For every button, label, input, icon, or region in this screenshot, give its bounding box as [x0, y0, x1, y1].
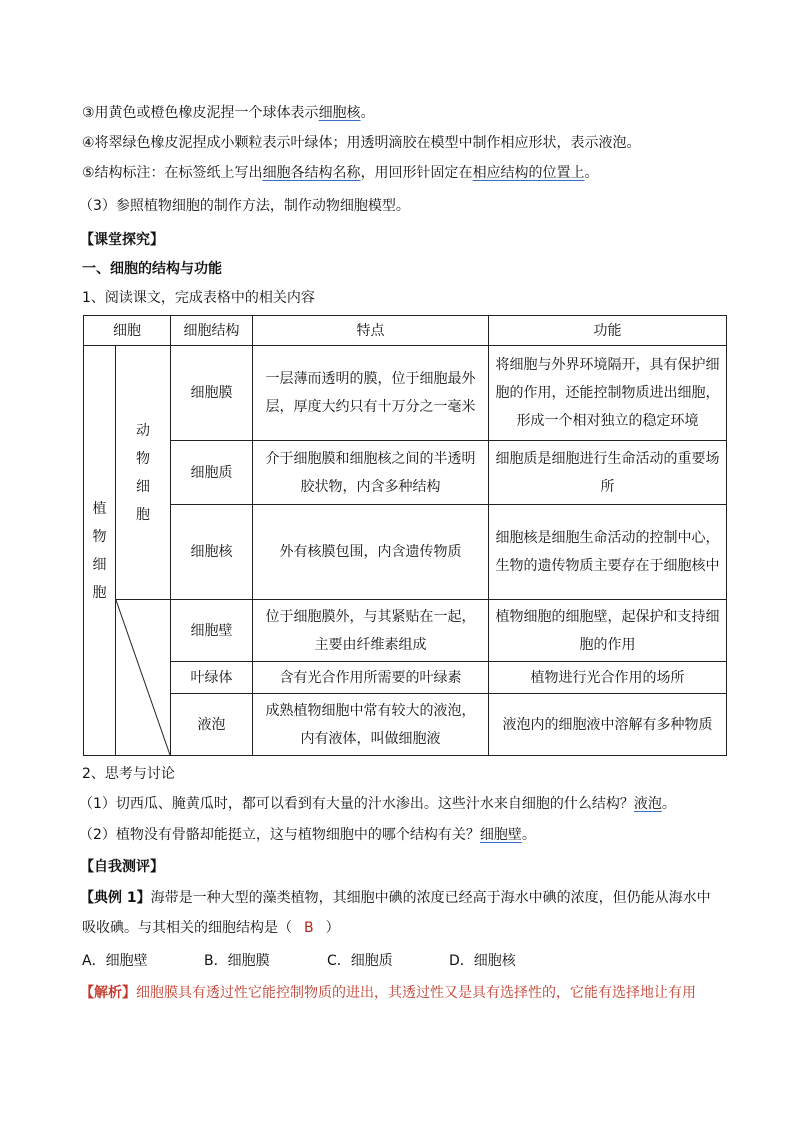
header-cell: 细胞	[84, 316, 171, 346]
option-a: A．细胞壁	[82, 953, 148, 969]
step-5: ⑤结构标注：在标签纸上写出细胞各结构名称，用回形针固定在相应结构的位置上。	[82, 165, 599, 181]
analysis-line	[80, 983, 696, 1003]
header-feature: 特点	[253, 316, 489, 346]
feature-cell: 成熟植物细胞中常有较大的液泡，内有液体，叫做细胞液	[253, 694, 489, 756]
discussion-q1: （1）切西瓜、腌黄瓜时，都可以看到有大量的汁水渗出。这些汁水来自细胞的什么结构？液泡。	[79, 796, 676, 812]
animal-cell-label: 动 物 细 胞	[116, 346, 171, 600]
header-function: 功能	[489, 316, 727, 346]
diagonal-line	[116, 600, 170, 755]
plant-cell-label: 植 物 细 胞	[84, 346, 116, 756]
analysis-text: 细胞膜具有透过性它能控制物质的进出，其透过性又是具有选择性的，它能有选择地让有用	[136, 985, 696, 1001]
option-b: B．细胞膜	[204, 953, 270, 969]
feature-cell: 含有光合作用所需要的叶绿素	[253, 662, 489, 694]
answer-cell-wall: 细胞壁	[479, 827, 522, 843]
underlined-term: 相应结构的位置上	[472, 165, 585, 181]
example-line-1: 【典例 1】海带是一种大型的藻类植物，其细胞中碘的浓度已经高于海水中碘的浓度，但仍能从海水中	[80, 890, 711, 906]
option-d: D．细胞核	[449, 953, 516, 969]
discussion-title: 2、思考与讨论	[82, 766, 175, 782]
feature-cell: 外有核膜包围，内含遗传物质	[253, 505, 489, 600]
function-cell: 细胞核是细胞生命活动的控制中心，生物的遗传物质主要存在于细胞核中	[489, 505, 727, 600]
feature-cell: 一层薄而透明的膜，位于细胞最外层，厚度大约只有十万分之一毫米	[253, 346, 489, 441]
example-label: 【典例 1】	[80, 890, 151, 906]
structure-cell: 液泡	[171, 694, 253, 756]
step-4: ④将翠绿色橡皮泥捏成小颗粒表示叶绿体；用透明滴胶在模型中制作相应形状，表示液泡。	[82, 135, 641, 151]
structure-cell: 细胞核	[171, 505, 253, 600]
structure-cell: 细胞壁	[171, 600, 253, 662]
function-cell: 液泡内的细胞液中溶解有多种物质	[489, 694, 727, 756]
function-cell: 植物进行光合作用的场所	[489, 662, 727, 694]
answer-vacuole: 液泡	[633, 796, 662, 812]
self-test-title: 【自我测评】	[80, 859, 164, 875]
section-heading: 一、细胞的结构与功能	[82, 261, 222, 277]
analysis-label: 【解析】	[80, 985, 136, 1001]
function-cell: 将细胞与外界环境隔开，具有保护细胞的作用，还能控制物质进出细胞，形成一个相对独立的稳定环境	[489, 346, 727, 441]
diagonal-empty-cell	[116, 600, 171, 756]
example-answer: B	[304, 920, 314, 936]
structure-cell: 细胞膜	[171, 346, 253, 441]
feature-cell: 位于细胞膜外，与其紧贴在一起，主要由纤维素组成	[253, 600, 489, 662]
structure-cell: 细胞质	[171, 441, 253, 505]
underlined-term: 细胞各结构名称	[262, 165, 361, 181]
inquiry-title: 【课堂探究】	[80, 232, 164, 248]
option-c: C．细胞质	[327, 953, 393, 969]
paragraph-3: （3）参照植物细胞的制作方法，制作动物细胞模型。	[79, 198, 410, 214]
example-line-2: 吸收碘。与其相关的细胞结构是（ B ）	[82, 920, 340, 936]
feature-cell: 介于细胞膜和细胞核之间的半透明胶状物，内含多种结构	[253, 441, 489, 505]
step-3: ③用黄色或橙色橡皮泥捏一个球体表示细胞核。	[82, 105, 375, 121]
question-1: 1、阅读课文，完成表格中的相关内容	[82, 290, 315, 306]
function-cell: 细胞质是细胞进行生命活动的重要场所	[489, 441, 727, 505]
cell-structure-table	[83, 315, 727, 756]
header-structure: 细胞结构	[171, 316, 253, 346]
structure-cell: 叶绿体	[171, 662, 253, 694]
underlined-term: 细胞核	[318, 105, 361, 121]
discussion-q2: （2）植物没有骨骼却能挺立，这与植物细胞中的哪个结构有关？细胞壁。	[79, 827, 536, 843]
function-cell: 植物细胞的细胞壁，起保护和支持细胞的作用	[489, 600, 727, 662]
